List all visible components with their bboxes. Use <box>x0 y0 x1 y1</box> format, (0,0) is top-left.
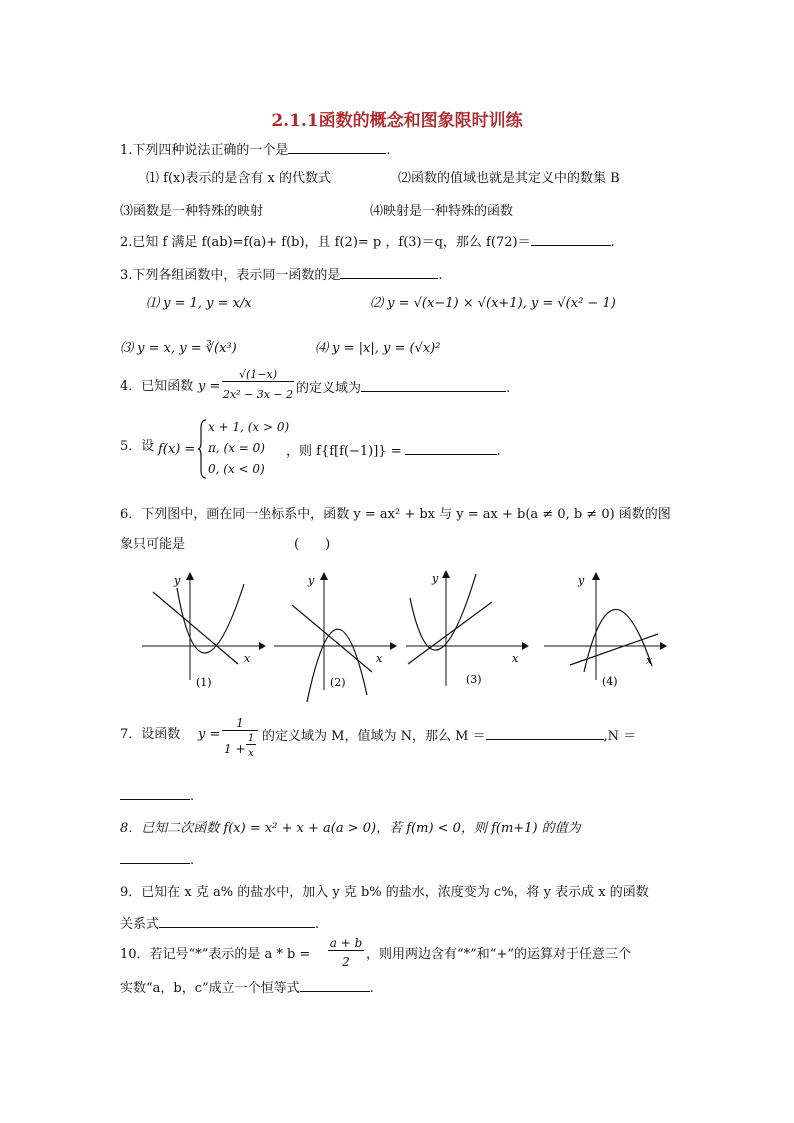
graph-4-label: (4) <box>602 675 618 688</box>
q7-den-num: 1 <box>247 733 255 744</box>
q7-post: 的定义域为 M，值域为 N，那么 M ＝ ,N ＝ <box>262 726 636 746</box>
q1-option-2: ⑵函数的值域也就是其定义中的数集 B <box>398 171 620 186</box>
q7-den-den: x <box>248 748 254 759</box>
q2-blank[interactable] <box>531 232 611 246</box>
q10-numerator: a + b <box>329 936 363 950</box>
q10-post: ，则用两边含有“*”和“+”的运算对于任意三个 <box>366 947 631 962</box>
q9-blank[interactable] <box>159 914 315 928</box>
q5-post: ，则 f{f[f(−1)]} = . <box>286 441 501 461</box>
graph-1-y-label: y <box>174 574 181 587</box>
graph-1-x-label: x <box>244 652 251 665</box>
graph-3-x-label: x <box>512 652 519 665</box>
q2-text: 2.已知 f 满足 f(ab)=f(a)+ f(b)，且 f(2)= p ，f(3)＝q，那么 f(72)＝ . <box>120 232 615 252</box>
graph-3 <box>404 568 534 693</box>
q8-line-2: . <box>120 850 194 870</box>
q4-y: y = <box>198 379 221 394</box>
q10-line-2: 实数“a，b，c”成立一个恒等式 . <box>120 978 374 998</box>
q9-line-2: 关系式 . <box>120 914 319 934</box>
graph-3-y-label: y <box>432 572 439 585</box>
q6-line-2: 象只可能是 <box>120 537 186 552</box>
q5-case-2: π, (x = 0) <box>208 441 265 455</box>
q7-numerator: 1 <box>222 716 258 731</box>
q8-blank[interactable] <box>120 850 190 864</box>
q5-pre: 5．设 <box>120 439 155 454</box>
q7-blank-n[interactable] <box>120 786 190 800</box>
q5-case-1: x + 1, (x > 0) <box>208 420 290 434</box>
q6-answer-paren[interactable]: ( ) <box>294 537 331 552</box>
q4-pre: 4．已知函数 <box>120 379 194 394</box>
q10-pre: 10．若记号“*”表示的是 a * b = <box>120 947 311 962</box>
graph-2 <box>272 570 402 705</box>
q7-line-2: . <box>120 786 194 806</box>
graph-4 <box>540 570 670 695</box>
q3-blank[interactable] <box>340 265 438 279</box>
q8-text: 8．已知二次函数 f(x) = x² + x + a(a > 0)，若 f(m) < 0，则 f(m+1) 的值为 <box>120 821 581 836</box>
graph-2-x-label: x <box>376 652 383 665</box>
graph-2-y-label: y <box>308 574 315 587</box>
q5-brace <box>198 418 208 480</box>
graph-4-y-label: y <box>578 574 585 587</box>
q5-blank[interactable] <box>405 441 497 455</box>
q9-line-1: 9．已知在 x 克 a% 的盐水中，加入 y 克 b% 的盐水，浓度变为 c%，将 y 表示成 x 的函数 <box>120 885 649 900</box>
q7-blank-m[interactable] <box>486 726 604 740</box>
q1-stem: 1.下列四种说法正确的一个是 . <box>120 140 391 160</box>
q1-blank[interactable] <box>288 140 386 154</box>
graph-2-label: (2) <box>330 676 346 689</box>
q5-case-3: 0, (x < 0) <box>208 462 265 476</box>
graph-4-x-label: x <box>646 654 653 667</box>
graph-1-label: (1) <box>196 676 212 689</box>
q7-den-a: 1 + <box>224 742 246 756</box>
q3-option-3: ⑶ y = x, y = ∛(x³) <box>120 341 237 356</box>
q4-denominator: 2x² − 3x − 2 <box>222 388 294 401</box>
graph-1 <box>138 570 268 695</box>
q4-blank[interactable] <box>361 378 506 392</box>
q1-option-1: ⑴ f(x)表示的是含有 x 的代数式 <box>146 171 332 186</box>
q6-line-1: 6．下列图中，画在同一坐标系中，函数 y = ax² + bx 与 y = ax + b(a ≠ 0, b ≠ 0) 函数的图 <box>120 507 671 522</box>
q3-option-4: ⑷ y = |x|, y = (√x)² <box>315 341 441 356</box>
q4-numerator: √(1−x) <box>222 368 294 382</box>
q10-denominator: 2 <box>342 955 350 969</box>
q3-stem: 3.下列各组函数中，表示同一函数的是 . <box>120 265 443 285</box>
q7-y: y = <box>198 727 221 742</box>
page-title: 2.1.1函数的概念和图象限时训练 <box>271 111 523 131</box>
q5-fx: f(x) = <box>158 442 196 457</box>
graph-3-label: (3) <box>466 673 482 686</box>
q1-option-3: ⑶函数是一种特殊的映射 <box>120 204 264 219</box>
q3-option-2: ⑵ y = √(x−1) × √(x+1), y = √(x² − 1) <box>370 296 616 311</box>
q10-blank[interactable] <box>300 978 370 992</box>
q7-pre: 7．设函数 <box>120 727 181 742</box>
q1-option-4: ⑷映射是一种特殊的函数 <box>370 204 514 219</box>
q3-option-1: ⑴ y = 1, y = x/x <box>146 296 252 311</box>
q4-post: 的定义域为 . <box>296 378 510 398</box>
